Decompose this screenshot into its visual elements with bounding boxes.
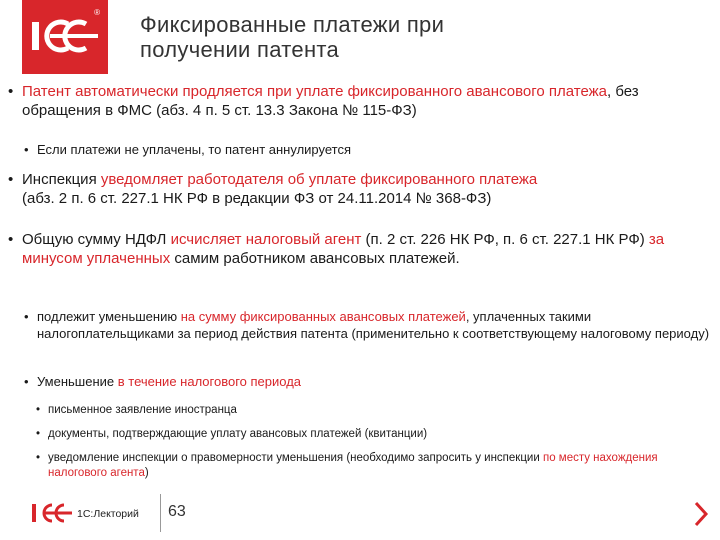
page-title <box>140 12 600 62</box>
next-slide-chevron-icon[interactable] <box>693 500 709 528</box>
bullet-1 <box>8 82 708 120</box>
bullet-3-text-e: самим работником авансовых платежей. <box>170 250 460 267</box>
title-line-2: получении патента <box>140 37 340 62</box>
bullet-marker: • <box>36 404 41 416</box>
bullet-3-sub-1 <box>24 308 712 342</box>
footer-brand: 1С:Лекторий <box>77 508 139 520</box>
bullet-marker: • <box>8 171 14 188</box>
bullet-3-highlight-1: исчисляет налоговый агент <box>170 231 362 248</box>
footer-divider <box>160 494 161 532</box>
registered-mark: ® <box>94 8 100 17</box>
bullet-3-sub-2-item-1-text: письменное заявление иностранца <box>48 404 237 416</box>
bullet-3-sub-1-text-a: подлежит уменьшению <box>37 309 181 324</box>
bullet-3-sub-2-item-1 <box>36 403 712 418</box>
bullet-3-highlight-2: за минусом уплаченных <box>22 231 665 267</box>
bullet-3 <box>8 230 708 268</box>
bullet-3-sub-2-item-3-text-a: уведомление инспекции о правомерности уменьшения (необходимо запросить у инспекции <box>48 452 543 464</box>
bullet-3-text-a: Общую сумму НДФЛ <box>22 231 171 248</box>
bullet-3-sub-1-text-d: за период действия патента (применительно к соответствующему налоговому периоду) <box>173 326 710 341</box>
footer-logo-1c <box>30 500 74 526</box>
bullet-3-sub-2-highlight: в течение налогового периода <box>117 374 302 389</box>
bullet-marker: • <box>24 309 29 324</box>
bullet-3-sub-2 <box>24 373 712 390</box>
logo-1c-mark <box>28 16 102 56</box>
bullet-2-highlight: уведомляет работодателя об уплате фиксированного платежа <box>100 171 538 188</box>
logo-1c <box>22 0 108 74</box>
bullet-2-text-c: (абз. 2 п. 6 ст. 227.1 НК РФ в редакции ФЗ от 24.11.2014 № 368-ФЗ) <box>22 190 492 207</box>
bullet-3-sub-1-text-c: , уплаченных такими налогоплательщиками <box>37 309 592 341</box>
bullet-3-sub-2-text: Уменьшение <box>37 374 118 389</box>
title-line-1: Фиксированные платежи при <box>140 12 445 37</box>
bullet-marker: • <box>24 142 29 157</box>
bullet-2 <box>8 170 708 208</box>
bullet-marker: • <box>24 374 29 389</box>
bullet-marker: • <box>36 452 41 464</box>
bullet-marker: • <box>8 231 14 248</box>
page-number: 63 <box>168 503 186 520</box>
bullet-3-sub-2-item-3-highlight: по месту нахождения налогового агента <box>48 452 658 479</box>
bullet-marker: • <box>8 83 14 100</box>
bullet-1-sub-1-text: Если платежи не уплачены, то патент аннулируется <box>37 142 352 157</box>
bullet-1-sub-1 <box>24 141 712 158</box>
bullet-3-text-c: (п. 2 ст. 226 НК РФ, п. 6 ст. 227.1 НК РФ) <box>361 231 649 248</box>
bullet-3-sub-2-item-3 <box>36 451 712 481</box>
bullet-3-sub-2-item-3-text-c: ) <box>144 467 149 479</box>
bullet-marker: • <box>36 428 41 440</box>
bullet-3-sub-2-item-2 <box>36 427 712 442</box>
bullet-2-text-a: Инспекция <box>22 171 101 188</box>
bullet-3-sub-1-highlight: на сумму фиксированных авансовых платежей <box>180 309 466 324</box>
bullet-3-sub-2-item-2-text: документы, подтверждающие уплату авансовых платежей (квитанции) <box>48 428 428 440</box>
bullet-1-highlight: Патент автоматически продляется при уплате фиксированного авансового платежа <box>22 83 608 100</box>
bullet-1-text: , без обращения в ФМС (абз. 4 п. 5 ст. 13.3 Закона № 115-ФЗ) <box>22 83 639 119</box>
